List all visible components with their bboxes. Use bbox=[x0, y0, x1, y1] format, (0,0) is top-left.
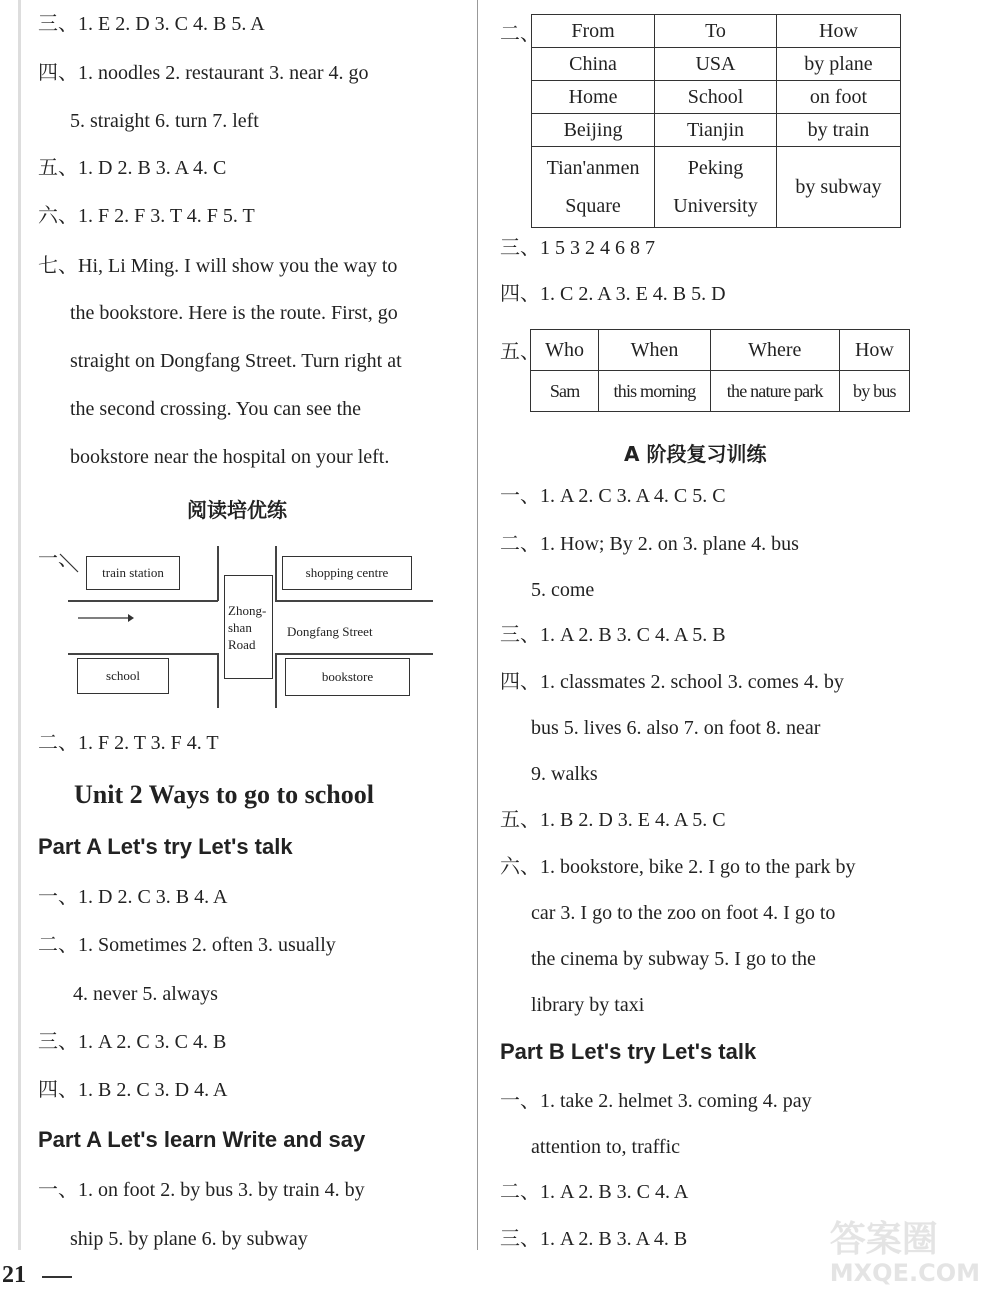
question-number: 一、 bbox=[38, 548, 78, 570]
road-line bbox=[217, 653, 219, 708]
answer-line: the bookstore. Here is the route. First, go bbox=[70, 302, 398, 324]
watermark-logo: 答案圈 bbox=[829, 1219, 938, 1260]
map-label: shan bbox=[228, 619, 252, 635]
answer-line: 5. come bbox=[531, 579, 595, 601]
road-line bbox=[275, 653, 433, 655]
table-cell: by bus bbox=[839, 371, 909, 412]
answer-line: 4. never 5. always bbox=[73, 983, 218, 1005]
table-cell bbox=[655, 147, 777, 228]
table-cell-line: by subway bbox=[795, 175, 882, 198]
answer-line: 四、1. noodles 2. restaurant 3. near 4. go bbox=[38, 62, 369, 84]
question-number: 二、 bbox=[500, 23, 540, 45]
table-cell: Tianjin bbox=[655, 114, 777, 147]
map-building-shopping-centre: shopping centre bbox=[282, 556, 412, 590]
answer-line: the cinema by subway 5. I go to the bbox=[531, 948, 816, 970]
answer-line: library by taxi bbox=[531, 994, 645, 1016]
who-when-where-table bbox=[530, 329, 910, 412]
watermark-url: MXQE.COM bbox=[829, 1259, 980, 1287]
table-header-row bbox=[531, 330, 910, 371]
table-cell: China bbox=[532, 48, 655, 81]
part-heading: Part B Let's try Let's talk bbox=[500, 1039, 757, 1064]
answer-line: ship 5. by plane 6. by subway bbox=[70, 1228, 308, 1250]
table-cell-line: Peking bbox=[687, 157, 744, 179]
table-row bbox=[532, 81, 901, 114]
unit-title: Unit 2 Ways to go to school bbox=[74, 780, 374, 809]
table-cell: How bbox=[776, 15, 900, 48]
answer-line: 二、1. How; By 2. on 3. plane 4. bus bbox=[500, 533, 799, 555]
table-cell: From bbox=[532, 15, 655, 48]
table-cell: School bbox=[655, 81, 777, 114]
answer-line: 四、1. classmates 2. school 3. comes 4. by bbox=[500, 671, 844, 693]
answer-line: the second crossing. You can see the bbox=[70, 398, 362, 420]
part-heading: Part A Let's try Let's talk bbox=[38, 834, 293, 859]
table-cell bbox=[776, 147, 900, 228]
answer-line: 一、1. D 2. C 3. B 4. A bbox=[38, 886, 228, 908]
map-road-zhongshan bbox=[224, 575, 273, 679]
part-heading: Part A Let's learn Write and say bbox=[38, 1127, 366, 1152]
table-cell: Home bbox=[532, 81, 655, 114]
answer-line: 四、1. B 2. C 3. D 4. A bbox=[38, 1079, 228, 1101]
answer-line: 四、1. C 2. A 3. E 4. B 5. D bbox=[500, 283, 726, 305]
table-cell: Where bbox=[710, 330, 839, 371]
answer-line: 三、1 5 3 2 4 6 8 7 bbox=[500, 237, 655, 259]
table-cell-line: Tian'anmen bbox=[546, 157, 640, 179]
column-divider bbox=[477, 0, 478, 1250]
table-cell: by plane bbox=[776, 48, 900, 81]
table-cell: the nature park bbox=[710, 371, 839, 412]
map-label: Zhong- bbox=[228, 602, 267, 618]
table-cell: this morning bbox=[599, 371, 711, 412]
section-heading: 阅读培优练 bbox=[187, 498, 287, 522]
road-line bbox=[217, 546, 219, 601]
answer-line: 五、1. D 2. B 3. A 4. C bbox=[38, 157, 227, 179]
road-line bbox=[275, 546, 277, 601]
table-row bbox=[532, 114, 901, 147]
travel-table bbox=[531, 14, 901, 228]
left-margin-bar bbox=[18, 0, 21, 1250]
map-building-train-station: train station bbox=[86, 556, 180, 590]
table-cell: Sam bbox=[531, 371, 599, 412]
direction-arrow-icon bbox=[76, 611, 136, 625]
table-cell: USA bbox=[655, 48, 777, 81]
table-cell bbox=[532, 147, 655, 228]
answer-line: 9. walks bbox=[531, 763, 598, 785]
answer-line: 二、1. A 2. B 3. C 4. A bbox=[500, 1181, 689, 1203]
table-cell-line: University bbox=[673, 195, 758, 217]
answer-line: 一、1. take 2. helmet 3. coming 4. pay bbox=[500, 1090, 812, 1112]
pointer-line-icon bbox=[58, 552, 82, 574]
question-number: 五、 bbox=[500, 341, 540, 363]
answer-line: 5. straight 6. turn 7. left bbox=[70, 110, 259, 132]
answer-line: 七、Hi, Li Ming. I will show you the way to bbox=[38, 255, 398, 277]
table-cell: Beijing bbox=[532, 114, 655, 147]
answer-line: 二、1. Sometimes 2. often 3. usually bbox=[38, 934, 336, 956]
answer-line: attention to, traffic bbox=[531, 1136, 681, 1158]
answer-line: bus 5. lives 6. also 7. on foot 8. near bbox=[531, 717, 821, 739]
road-line bbox=[275, 600, 433, 602]
section-heading: A 阶段复习训练 bbox=[624, 442, 767, 466]
map-building-bookstore: bookstore bbox=[285, 658, 410, 696]
road-line bbox=[68, 653, 218, 655]
table-header-row bbox=[532, 15, 901, 48]
table-row bbox=[531, 371, 910, 412]
table-cell: To bbox=[655, 15, 777, 48]
table-cell-line: Square bbox=[565, 195, 621, 217]
answer-line: 六、1. F 2. F 3. T 4. F 5. T bbox=[38, 205, 255, 227]
road-line bbox=[275, 653, 277, 708]
answer-line: 一、1. on foot 2. by bus 3. by train 4. by bbox=[38, 1179, 365, 1201]
table-cell: on foot bbox=[776, 81, 900, 114]
map-street-dongfang: Dongfang Street bbox=[287, 624, 373, 639]
answer-line: 五、1. B 2. D 3. E 4. A 5. C bbox=[500, 809, 726, 831]
answer-line: 三、1. A 2. B 3. A 4. B bbox=[500, 1228, 688, 1250]
answer-line: bookstore near the hospital on your left. bbox=[70, 446, 390, 468]
watermark bbox=[830, 1220, 980, 1286]
answer-line: 一、1. A 2. C 3. A 4. C 5. C bbox=[500, 485, 726, 507]
road-line bbox=[68, 600, 218, 602]
answer-line: 三、1. A 2. C 3. C 4. B bbox=[38, 1031, 227, 1053]
answer-line: 六、1. bookstore, bike 2. I go to the park by bbox=[500, 856, 856, 878]
table-cell: When bbox=[599, 330, 711, 371]
answer-line: straight on Dongfang Street. Turn right at bbox=[70, 350, 402, 372]
answer-line: 二、1. F 2. T 3. F 4. T bbox=[38, 732, 219, 754]
answer-line: car 3. I go to the zoo on foot 4. I go to bbox=[531, 902, 836, 924]
page-number: 21 bbox=[2, 1262, 26, 1288]
table-cell: Who bbox=[531, 330, 599, 371]
table-row bbox=[532, 147, 901, 228]
map-label: Road bbox=[228, 636, 256, 652]
table-row bbox=[532, 48, 901, 81]
table-cell: by train bbox=[776, 114, 900, 147]
answer-line: 三、1. A 2. B 3. C 4. A 5. B bbox=[500, 624, 726, 646]
page-number-rule bbox=[42, 1276, 72, 1278]
map-building-school: school bbox=[77, 658, 169, 694]
table-cell: How bbox=[839, 330, 909, 371]
answer-line: 三、1. E 2. D 3. C 4. B 5. A bbox=[38, 13, 265, 35]
